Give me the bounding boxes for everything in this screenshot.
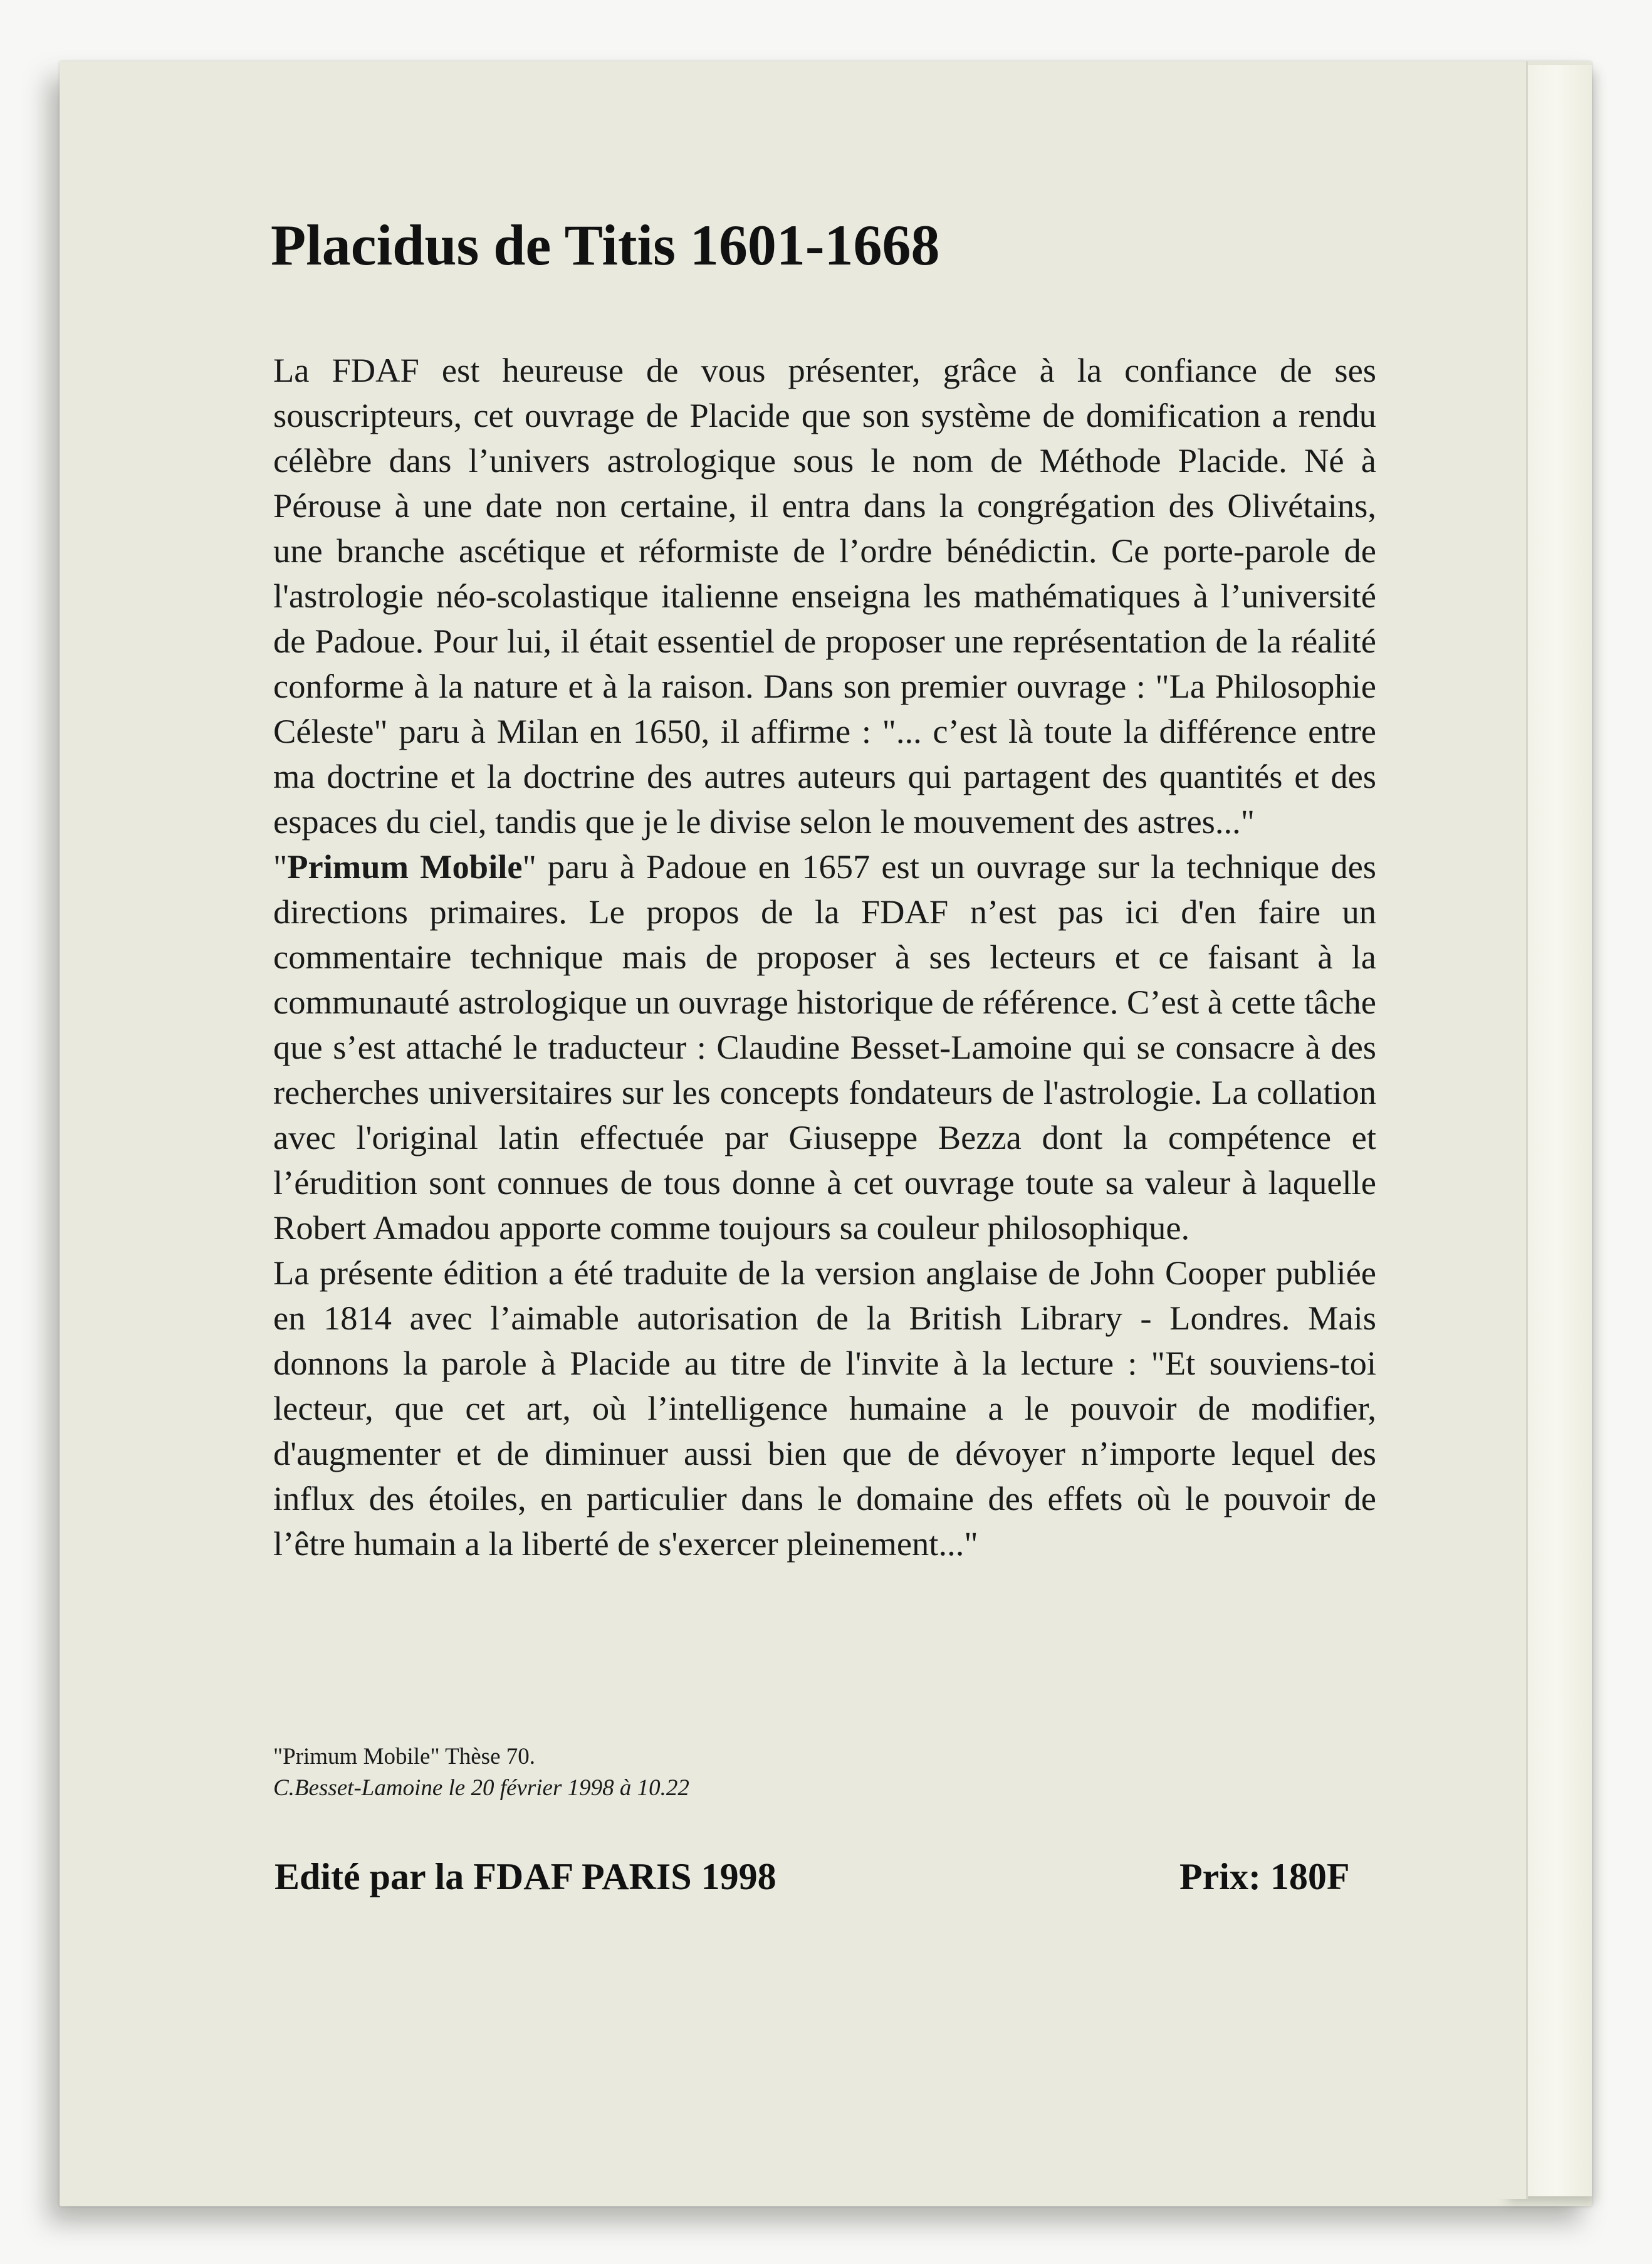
source-note bbox=[273, 1741, 689, 1804]
publisher-line: Edité par la FDAF PARIS 1998 bbox=[274, 1856, 776, 1897]
signature: C.Besset-Lamoine le 20 février 1998 à 10.22 bbox=[273, 1775, 689, 1801]
work-title: Primum Mobile bbox=[287, 847, 523, 886]
paragraph-primum-mobile-text: " paru à Padoue en 1657 est un ouvrage sur la technique des directions primaires. Le propos de la FDAF n’est pas ici d'en faire un commentaire technique mais de proposer à ses lecteurs et ce faisant à la communauté astrologique un ouvrage historique de référence. C’est à cette tâche que s’est attaché le traducteur : Claudine Besset-Lamoine qui se consacre à des recherches universitaires sur les concepts fondateurs de l'astrologie. La collation avec l'original latin effectuée par Giuseppe Bezza dont la compétence et l’érudition sont connues de tous donne à cet ouvrage toute sa valeur à laquelle Robert Amadou apporte comme toujours sa couleur philosophique. bbox=[273, 847, 1376, 1247]
paragraph-intro: La FDAF est heureuse de vous présenter, grâce à la confiance de ses souscripteurs, cet ouvrage de Placide que son système de domification a rendu célèbre dans l’univers astrologique sous le nom de Méthode Placide. Né à Pérouse à une date non certaine, il entra dans la congrégation des Olivétains, une branche ascétique et réformiste de l’ordre bénédictin. Ce porte-parole de l'astrologie néo-scolastique italienne enseigna les mathématiques à l’université de Padoue. Pour lui, il était essentiel de proposer une représentation de la réalité conforme à la nature et à la raison. Dans son premier ouvrage : "La Philosophie Céleste" paru à Milan en 1650, il affirme : "... c’est là toute la différence entre ma doctrine et la doctrine des autres auteurs qui partagent des quantités et des espaces du ciel, tandis que je le divise selon le mouvement des astres..." bbox=[273, 351, 1376, 841]
paragraph-edition: La présente édition a été traduite de la version anglaise de John Cooper publiée en 1814 avec l’aimable autorisation de la British Library - Londres. Mais donnons la parole à Placide au titre de l'invite à la lecture : "Et souviens-toi lecteur, que cet art, où l’intelligence humaine a le pouvoir de modifier, d'augmenter et de diminuer aussi bien que de dévoyer n’importe lequel des influx des étoiles, en particulier dans le domaine des effets où le pouvoir de l’être humain a la liberté de s'exercer pleinement..." bbox=[273, 1254, 1376, 1563]
paragraph-primum-mobile bbox=[273, 844, 1376, 1250]
book-title: Placidus de Titis 1601-1668 bbox=[271, 213, 940, 277]
blurb bbox=[273, 348, 1376, 1566]
citation: "Primum Mobile" Thèse 70. bbox=[273, 1744, 536, 1769]
price-label: Prix: 180F bbox=[1179, 1856, 1350, 1897]
quote-mark: " bbox=[273, 847, 288, 886]
